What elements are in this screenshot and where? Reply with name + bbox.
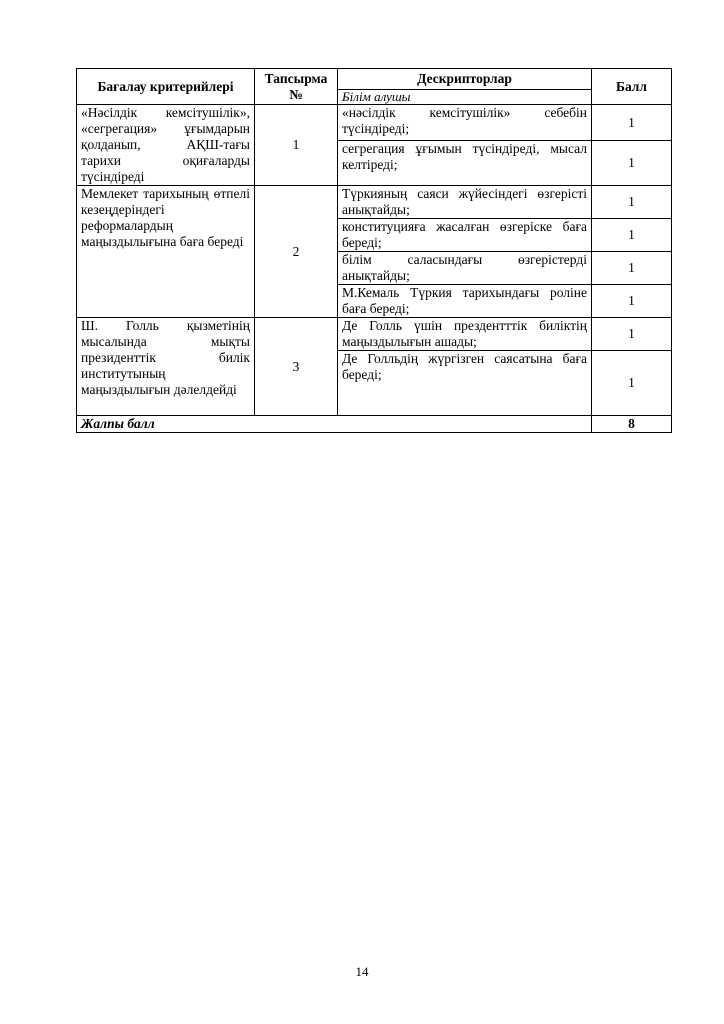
descriptor-cell: «нәсілдік кемсітушілік» себебін түсіндіреді;: [338, 105, 592, 141]
descriptor-cell: білім саласындағы өзгерістерді анықтайды;: [338, 252, 592, 285]
descriptor-cell: сегрегация ұғымын түсіндіреді, мысал келтіреді;: [338, 141, 592, 186]
descriptor-cell: М.Кемаль Түркия тарихындағы роліне баға береді;: [338, 285, 592, 318]
descriptor-cell: конституцияға жасалған өзгеріске баға береді;: [338, 219, 592, 252]
total-label: Жалпы балл: [77, 416, 592, 433]
score-cell: 1: [592, 351, 672, 416]
score-cell: 1: [592, 219, 672, 252]
score-cell: 1: [592, 141, 672, 186]
assessment-rubric-table: [76, 68, 672, 433]
score-cell: 1: [592, 186, 672, 219]
criteria-cell: Мемлекет тарихының өтпелі кезеңдеріндегі реформалардың маңыздылығына баға береді: [77, 186, 255, 318]
total-row: [77, 416, 672, 433]
table-row: [77, 105, 672, 141]
descriptor-cell: Де Голльдің жүргізген саясатына баға береді;: [338, 351, 592, 416]
header-row: [77, 69, 672, 90]
descriptor-cell: Түркияның саяси жүйесіндегі өзгерісті анықтайды;: [338, 186, 592, 219]
table-row: [77, 318, 672, 351]
header-descriptors: Дескрипторлар: [338, 69, 592, 90]
header-criteria: Бағалау критерийлері: [77, 69, 255, 105]
task-number-cell: 3: [255, 318, 338, 416]
page-number: 14: [355, 964, 369, 979]
criteria-cell: «Нәсілдік кемсітушілік», «сегрегация» ұғымдарын қолданып, АҚШ-тағы тарихи оқиғаларды түсіндіреді: [77, 105, 255, 186]
score-cell: 1: [592, 318, 672, 351]
task-number-cell: 1: [255, 105, 338, 186]
subheader-student: Білім алушы: [338, 90, 592, 105]
table-row: [77, 186, 672, 219]
score-cell: 1: [592, 285, 672, 318]
task-number-cell: 2: [255, 186, 338, 318]
score-cell: 1: [592, 105, 672, 141]
descriptor-cell: Де Голль үшін прездентттік биліктің маңыздылығын ашады;: [338, 318, 592, 351]
score-cell: 1: [592, 252, 672, 285]
total-value: 8: [592, 416, 672, 433]
header-task: Тапсырма №: [255, 69, 338, 105]
criteria-cell: Ш. Голль қызметінің мысалында мықты президенттік билік институтының маңыздылығын дәлелдейді: [77, 318, 255, 416]
header-score: Балл: [592, 69, 672, 105]
